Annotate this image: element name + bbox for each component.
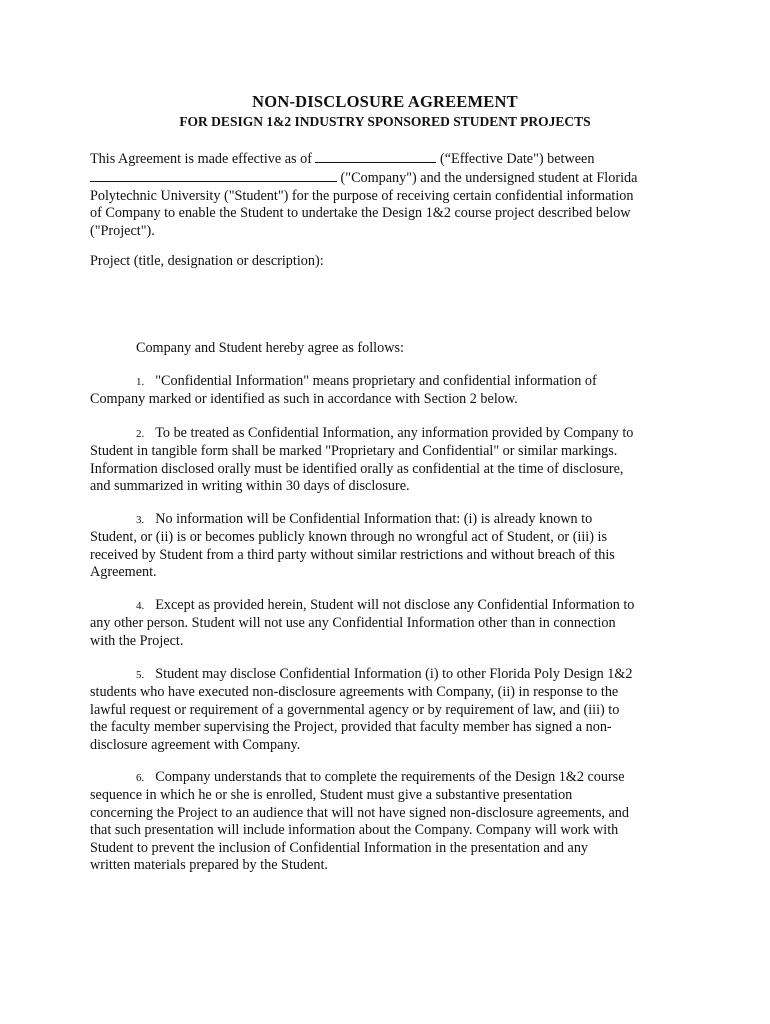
clause-text: Except as provided herein, Student will not disclose any Confidential Information to [155, 597, 635, 613]
clause-line: any other person. Student will not use any Confidential Information other than in connection [90, 615, 616, 632]
clause-line: disclosure agreement with Company. [90, 736, 301, 753]
clause-text: "Confidential Information" means proprietary and confidential information of [155, 373, 597, 389]
clause-number: 6. [136, 772, 145, 784]
agree-section [90, 340, 690, 357]
clause-number: 3. [136, 514, 145, 526]
clause-line: Company marked or identified as such in accordance with Section 2 below. [90, 391, 518, 408]
intro-text: This Agreement is made effective as of [90, 151, 316, 167]
intro-line-3: Polytechnic University ("Student") for the purpose of receiving certain confidential information [90, 187, 634, 204]
clause-text: To be treated as Confidential Information, any information provided by Company to [155, 425, 634, 441]
clause-line: sequence in which he or she is enrolled, Student must give a substantive presentation [90, 787, 573, 804]
clause-number: 1. [136, 376, 145, 388]
intro-line-4: of Company to enable the Student to undertake the Design 1&2 course project described below [90, 205, 631, 222]
clause-3 [90, 511, 690, 582]
intro-line-2 [90, 168, 690, 187]
project-label: Project (title, designation or description): [90, 253, 324, 269]
effective-date-blank[interactable] [315, 149, 436, 163]
clause-1 [90, 373, 690, 409]
clause-number: 5. [136, 669, 145, 681]
clause-line: received by Student from a third party without similar restrictions and without breach of this [90, 546, 615, 563]
intro-text: (“Effective Date") between [436, 151, 595, 167]
clause-text: No information will be Confidential Information that: (i) is already known to [155, 511, 593, 527]
clause-line: and summarized in writing within 30 days of disclosure. [90, 478, 410, 495]
clause-number: 4. [136, 600, 145, 612]
clause-5 [90, 666, 690, 754]
agree-line: Company and Student hereby agree as follows: [136, 340, 404, 356]
clause-line: Student to prevent the inclusion of Confidential Information in the presentation and any [90, 839, 589, 856]
document-subtitle: FOR DESIGN 1&2 INDUSTRY SPONSORED STUDENT PROJECTS [179, 114, 591, 129]
clause-line: lawful request or requirement of a governmental agency or by requirement of law, and (iii) to [90, 701, 620, 718]
project-section [90, 253, 690, 270]
clause-line: Information disclosed orally must be identified orally as confidential at the time of disclosure, [90, 460, 624, 477]
clause-text: Student may disclose Confidential Information (i) to other Florida Poly Design 1&2 [155, 666, 633, 682]
intro-paragraph [90, 149, 690, 240]
clause-line: Student, or (ii) is or becomes publicly known through no wrongful act of Student, or (iii) is [90, 529, 607, 546]
clause-line: students who have executed non-disclosure agreements with Company, (ii) in response to the [90, 684, 619, 701]
clause-2 [90, 425, 690, 496]
document-title: NON-DISCLOSURE AGREEMENT [252, 92, 518, 111]
clause-line: Student in tangible form shall be marked "Proprietary and Confidential" or similar markings. [90, 443, 618, 460]
intro-line-1 [90, 149, 690, 168]
clause-line: the faculty member supervising the Project, provided that faculty member has signed a non- [90, 719, 612, 736]
clause-line: written materials prepared by the Student. [90, 857, 328, 874]
company-name-blank[interactable] [90, 168, 337, 182]
intro-text: ("Company") and the undersigned student at Florida [337, 170, 638, 187]
clause-line [90, 769, 690, 787]
clause-line: with the Project. [90, 632, 184, 649]
clause-line: Agreement. [90, 564, 157, 581]
clause-6 [90, 769, 690, 874]
clause-line: that such presentation will include information about the Company. Company will work with [90, 822, 619, 839]
clause-line [90, 511, 690, 529]
intro-line-5: ("Project"). [90, 222, 155, 239]
clause-line [90, 666, 690, 684]
clause-line [90, 597, 690, 615]
clause-number: 2. [136, 428, 145, 440]
clause-line: concerning the Project to an audience that will not have signed non-disclosure agreements, and [90, 804, 629, 821]
clause-line [90, 425, 690, 443]
clause-text: Company understands that to complete the requirements of the Design 1&2 course [155, 769, 625, 785]
clause-line [90, 373, 690, 391]
clause-4 [90, 597, 690, 650]
